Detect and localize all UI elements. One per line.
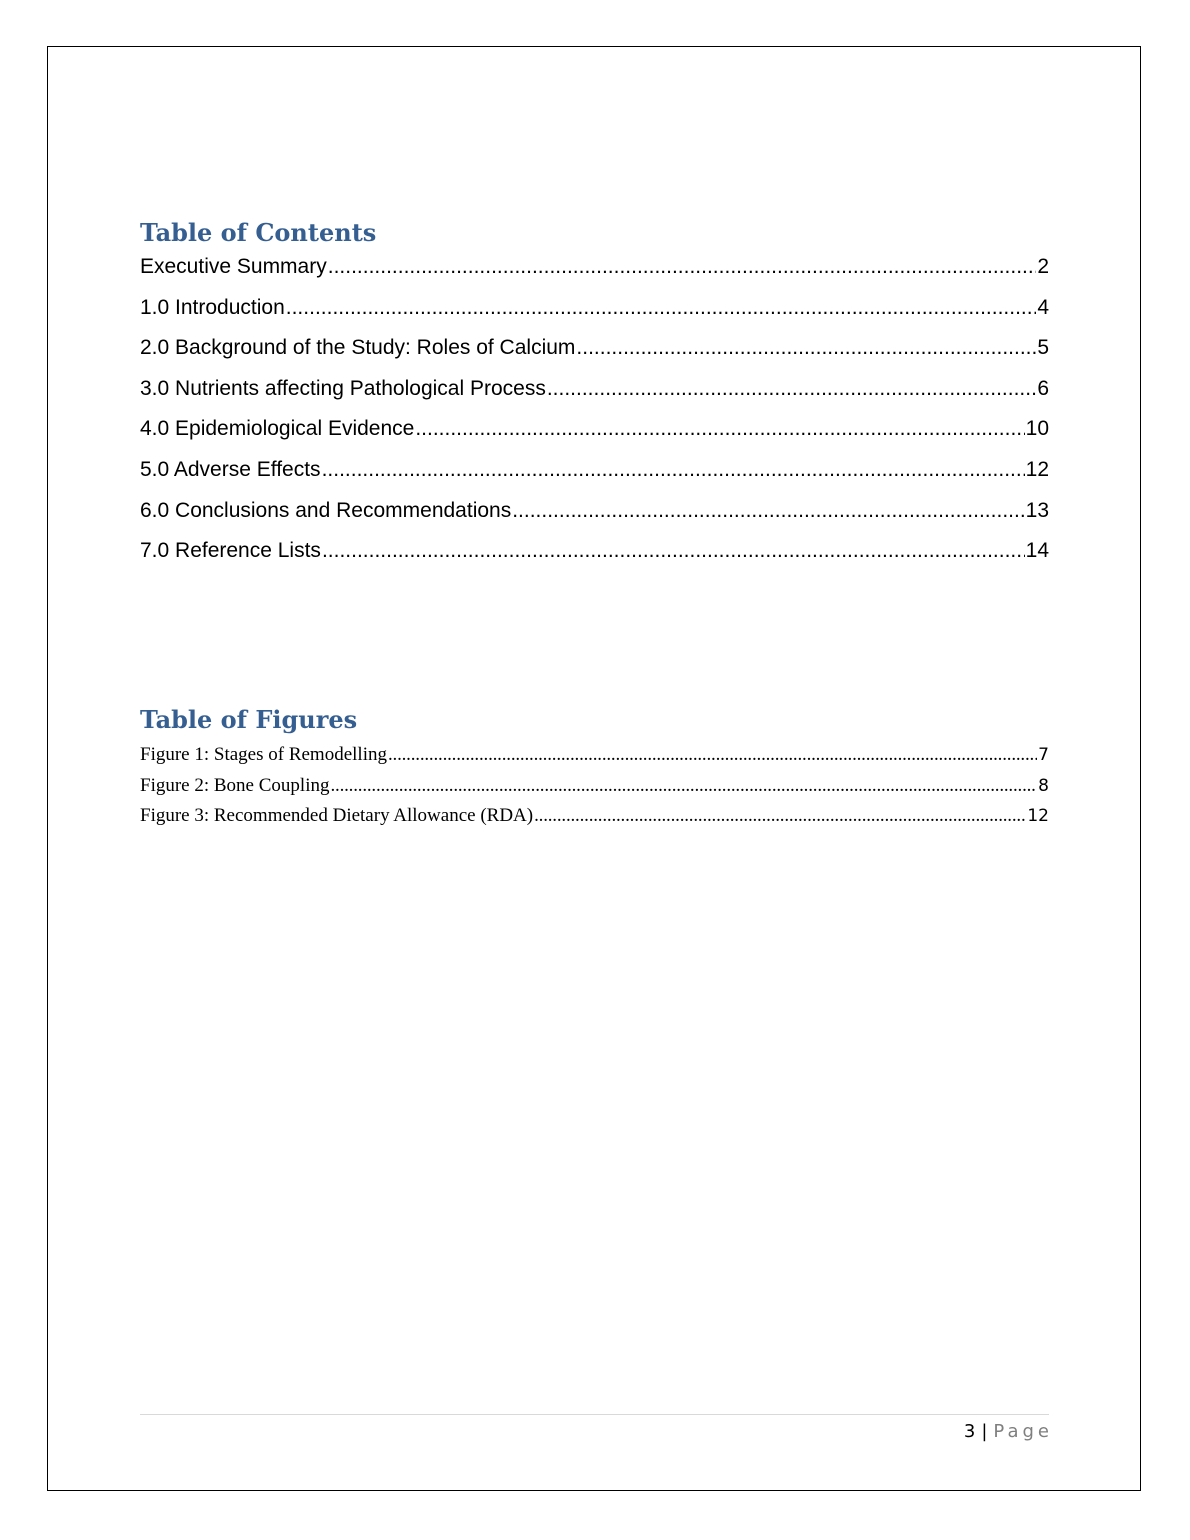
toc-entry-page: 14 (1025, 539, 1049, 563)
dot-leader (388, 742, 1037, 768)
toc-entry-adverse-effects[interactable] (140, 455, 1049, 496)
tof-entry-figure-3[interactable] (140, 803, 1049, 834)
toc-entry-page: 12 (1025, 457, 1049, 481)
tof-entry-title: Figure 3: Recommended Dietary Allowance (RDA) (140, 805, 534, 826)
toc-entry-introduction[interactable] (140, 293, 1049, 334)
toc-entry-title: Executive Summary (140, 255, 327, 278)
toc-entry-executive-summary[interactable] (140, 252, 1049, 293)
tof-entry-page: 8 (1038, 775, 1049, 796)
dot-leader (547, 374, 1036, 404)
tof-list (140, 742, 1049, 834)
footer-page-label: Page (993, 1421, 1053, 1442)
dot-leader (328, 252, 1037, 282)
dot-leader (286, 293, 1037, 323)
toc-entry-background[interactable] (140, 333, 1049, 374)
tof-heading: Table of Figures (140, 705, 358, 734)
toc-entry-page: 2 (1037, 255, 1049, 278)
tof-entry-title: Figure 1: Stages of Remodelling (140, 744, 387, 765)
page-footer (140, 1420, 1053, 1444)
toc-heading: Table of Contents (140, 218, 377, 247)
dot-leader (534, 803, 1026, 829)
dot-leader (322, 455, 1025, 485)
toc-entry-title: 2.0 Background of the Study: Roles of Calcium (140, 336, 576, 360)
toc-list (140, 252, 1049, 577)
toc-entry-title: 3.0 Nutrients affecting Pathological Process (140, 376, 546, 400)
toc-entry-reference-lists[interactable] (140, 536, 1049, 577)
toc-entry-title: 6.0 Conclusions and Recommendations (140, 498, 512, 522)
dot-leader (330, 773, 1037, 799)
dot-leader (322, 536, 1025, 566)
dot-leader (415, 414, 1024, 444)
tof-entry-page: 7 (1038, 745, 1049, 765)
footer-rule (140, 1414, 1049, 1415)
dot-leader (512, 496, 1024, 526)
toc-entry-page: 10 (1025, 417, 1049, 441)
footer-page-number: 3 (963, 1421, 976, 1442)
toc-entry-nutrients[interactable] (140, 374, 1049, 415)
toc-entry-title: 4.0 Epidemiological Evidence (140, 417, 415, 441)
toc-entry-title: 5.0 Adverse Effects (140, 457, 321, 481)
tof-entry-figure-1[interactable] (140, 742, 1049, 773)
toc-entry-conclusions[interactable] (140, 496, 1049, 537)
tof-entry-page: 12 (1027, 806, 1049, 826)
tof-entry-figure-2[interactable] (140, 773, 1049, 804)
footer-separator: | (981, 1421, 988, 1442)
toc-entry-page: 13 (1025, 498, 1049, 522)
toc-entry-title: 7.0 Reference Lists (140, 539, 321, 563)
dot-leader (576, 333, 1036, 363)
toc-entry-page: 4 (1037, 295, 1049, 319)
toc-entry-page: 6 (1037, 376, 1049, 400)
tof-entry-title: Figure 2: Bone Coupling (140, 774, 330, 796)
toc-entry-epidemiological-evidence[interactable] (140, 414, 1049, 455)
toc-entry-page: 5 (1037, 336, 1049, 360)
toc-entry-title: 1.0 Introduction (140, 295, 285, 319)
